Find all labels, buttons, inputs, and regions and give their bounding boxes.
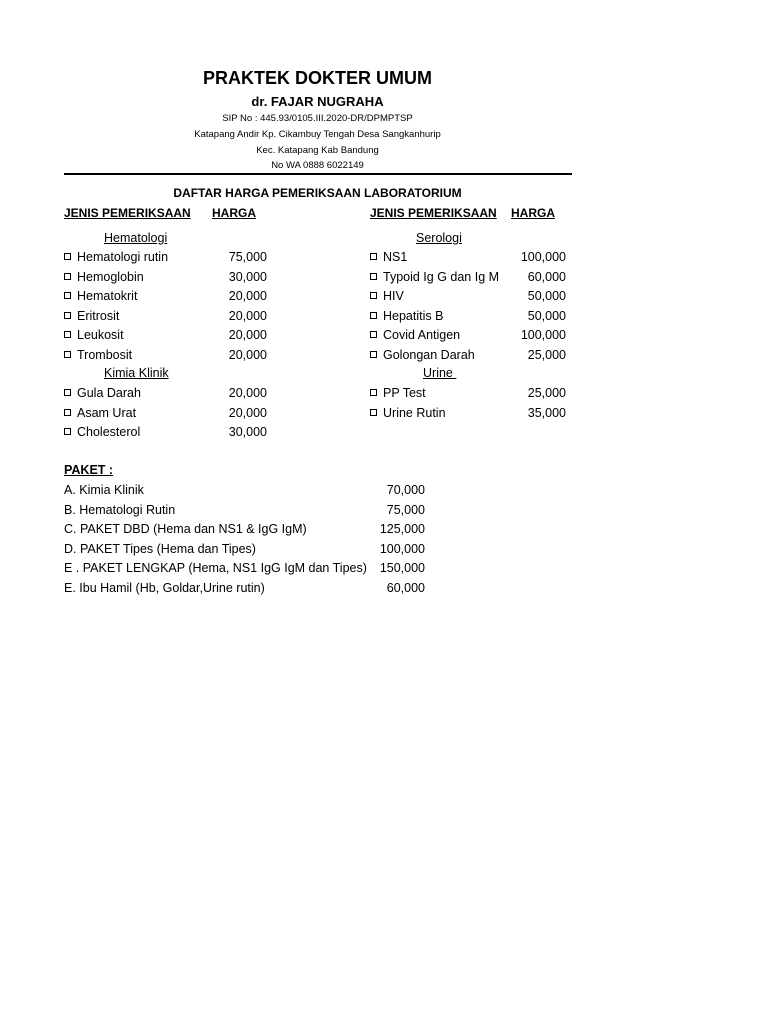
item-label: Cholesterol [77, 425, 141, 439]
item-label: Eritrosit [77, 308, 120, 323]
checkbox-icon [370, 253, 377, 260]
item-price: 20,000 [228, 386, 267, 400]
checkbox-icon [64, 253, 71, 260]
item-label: E. Ibu Hamil (Hb, Goldar,Urine rutin) [64, 580, 265, 595]
item-label: Typoid Ig G dan Ig M [383, 269, 500, 284]
checkbox-icon [64, 331, 71, 338]
sip-number: SIP No : 445.93/0105.III.2020-DR/DPMPTSP [222, 113, 413, 124]
item-name [64, 346, 132, 364]
item-label: E . PAKET LENGKAP (Hema, NS1 IgG IgM dan Tipes) [64, 561, 367, 575]
item-price: 20,000 [228, 347, 267, 362]
item-label: Hematologi rutin [77, 250, 169, 264]
item-price: 60,000 [527, 269, 566, 284]
item-price: 20,000 [228, 289, 267, 303]
item-name [370, 268, 499, 286]
item-price: 60,000 [386, 580, 425, 595]
item-price: 150,000 [379, 561, 425, 575]
item-price: 20,000 [228, 405, 267, 420]
item-label: Trombosit [77, 347, 133, 362]
checkbox-icon [370, 389, 377, 396]
item-label: PP Test [383, 386, 426, 400]
item-price: 75,000 [228, 250, 267, 264]
header-divider [64, 173, 572, 175]
item-label: Hemoglobin [77, 269, 144, 284]
item-label: Gula Darah [77, 386, 141, 400]
item-name [64, 520, 307, 538]
section-serologi: Serologi [416, 231, 462, 245]
item-label: Urine Rutin [383, 405, 446, 420]
item-name [64, 404, 136, 422]
item-price: 20,000 [228, 308, 267, 323]
address-line-1: Katapang Andir Kp. Cikambuy Tengah Desa Sangkanhurip [194, 129, 441, 140]
whatsapp-number: No WA 0888 6022149 [271, 160, 364, 171]
item-name [64, 326, 124, 344]
item-label: NS1 [383, 250, 408, 264]
item-price: 50,000 [527, 289, 566, 303]
item-name [64, 384, 141, 402]
item-price: 50,000 [527, 308, 566, 323]
item-name [64, 423, 140, 441]
checkbox-icon [370, 292, 377, 299]
item-label: Hematokrit [77, 289, 138, 303]
checkbox-icon [370, 351, 377, 358]
item-name [370, 326, 460, 344]
item-label: Leukosit [77, 328, 124, 342]
section-urine: Urine [423, 366, 457, 380]
item-price: 25,000 [527, 347, 566, 362]
checkbox-icon [64, 389, 71, 396]
item-label: Golongan Darah [383, 347, 475, 362]
checkbox-icon [64, 428, 71, 435]
item-label: C. PAKET DBD (Hema dan NS1 & IgG IgM) [64, 522, 307, 536]
item-price: 35,000 [527, 405, 566, 420]
item-price: 30,000 [228, 269, 267, 284]
section-kimia-klinik: Kimia Klinik [104, 366, 169, 380]
item-name [370, 346, 475, 364]
item-name [370, 248, 407, 266]
item-name [370, 287, 404, 305]
checkbox-icon [64, 273, 71, 280]
item-label: HIV [383, 289, 404, 303]
item-price: 70,000 [386, 483, 425, 497]
item-label: Asam Urat [77, 405, 137, 420]
item-name [64, 579, 265, 597]
item-name [64, 481, 144, 499]
checkbox-icon [64, 292, 71, 299]
checkbox-icon [64, 351, 71, 358]
item-name [370, 404, 446, 422]
item-name [370, 384, 426, 402]
checkbox-icon [64, 312, 71, 319]
checkbox-icon [370, 273, 377, 280]
section-hematologi: Hematologi [104, 231, 168, 245]
item-label: B. Hematologi Rutin [64, 502, 176, 517]
item-name [64, 268, 144, 286]
doctor-name: dr. FAJAR NUGRAHA [251, 94, 384, 109]
item-name [64, 287, 137, 305]
paket-title: PAKET : [64, 463, 114, 477]
item-name [370, 307, 443, 325]
right-price-header: HARGA [511, 206, 555, 220]
item-name [64, 501, 175, 519]
item-label: D. PAKET Tipes (Hema dan Tipes) [64, 541, 256, 556]
checkbox-icon [370, 312, 377, 319]
item-name [64, 559, 367, 577]
item-price: 25,000 [527, 386, 566, 400]
item-price: 100,000 [379, 541, 425, 556]
item-name [64, 307, 119, 325]
item-name [64, 540, 256, 558]
item-price: 20,000 [228, 328, 267, 342]
item-price: 75,000 [386, 502, 425, 517]
left-exam-header: JENIS PEMERIKSAAN [64, 206, 191, 220]
item-label: Hepatitis B [383, 308, 444, 323]
checkbox-icon [64, 409, 71, 416]
item-price: 30,000 [228, 425, 267, 439]
item-label: Covid Antigen [383, 328, 461, 342]
right-exam-header: JENIS PEMERIKSAAN [370, 206, 497, 220]
checkbox-icon [370, 331, 377, 338]
left-price-header: HARGA [212, 206, 256, 220]
item-name [64, 248, 168, 266]
item-price: 125,000 [379, 522, 425, 536]
item-price: 100,000 [520, 250, 566, 264]
clinic-title: PRAKTEK DOKTER UMUM [203, 68, 432, 88]
item-label: A. Kimia Klinik [64, 483, 144, 497]
price-list-title: DAFTAR HARGA PEMERIKSAAN LABORATORIUM [173, 186, 462, 200]
checkbox-icon [370, 409, 377, 416]
address-line-2: Kec. Katapang Kab Bandung [256, 145, 379, 156]
item-price: 100,000 [520, 328, 566, 342]
